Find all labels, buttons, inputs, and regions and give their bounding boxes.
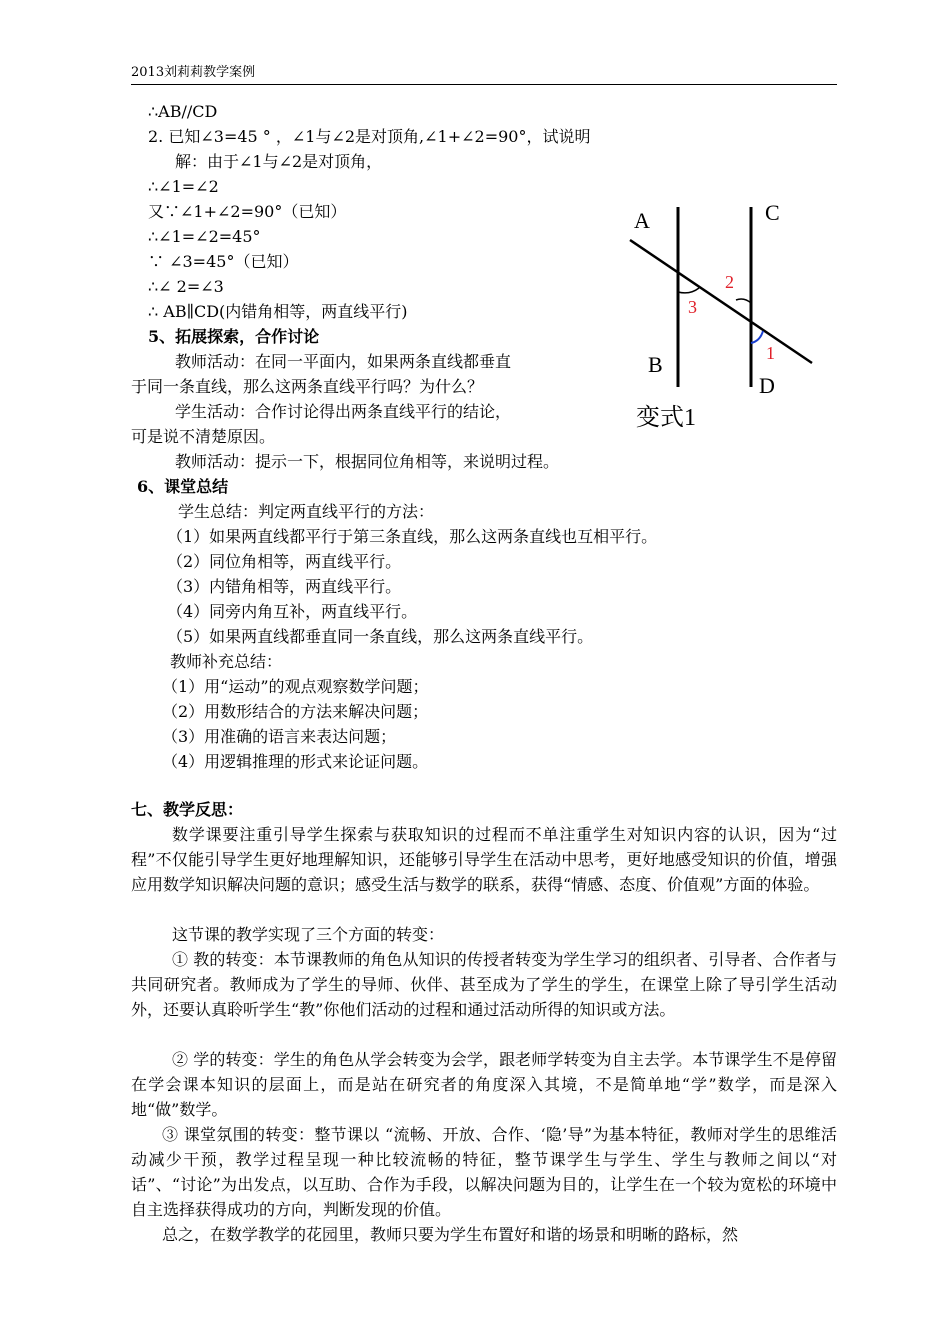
angle-3-label: 3 bbox=[688, 297, 697, 317]
transversal-line bbox=[630, 240, 812, 363]
figure-caption: 变式1 bbox=[636, 405, 696, 431]
reflection-paragraph-3: ① 教的转变：本节课教师的角色从知识的传授者转变为学生学习的组织者、引导者、合作者与共同研究者。教师成为了学生的导师、伙伴、甚至成为了学生的学生，在课堂上除了导引学生活动外，还要认真聆听学生“教”你他们活动的过程和通过活动所得的知识或方法。 bbox=[131, 950, 837, 1019]
section-7-title: 七、教学反思： bbox=[131, 800, 244, 819]
proof-line: ∴∠ 2=∠3 bbox=[148, 277, 224, 296]
teacher-summary-intro: 教师补充总结： bbox=[170, 652, 283, 671]
method-item: （2）同位角相等，两直线平行。 bbox=[167, 552, 402, 571]
proof-line: ∴∠1=∠2 bbox=[148, 177, 219, 196]
method-item: （5）如果两直线都垂直同一条直线，那么这两条直线平行。 bbox=[167, 627, 594, 646]
teacher-activity-1-cont: 于同一条直线，那么这两条直线平行吗？为什么？ bbox=[131, 377, 484, 396]
page-header bbox=[131, 58, 837, 85]
proof-line: 解：由于∠1与∠2是对顶角， bbox=[175, 152, 383, 171]
teacher-summary-item: （1）用“运动”的观点观察数学问题； bbox=[162, 677, 429, 696]
teacher-summary-item: （3）用准确的语言来表达问题； bbox=[162, 727, 397, 746]
reflection-paragraph-4: ② 学的转变：学生的角色从学会转变为会学，跟老师学转变为自主去学。本节课学生不是停留在学会课本知识的层面上，而是站在研究者的角度深入其境，不是简单地“学”数学，而是深入地“做”数学。 bbox=[131, 1050, 837, 1119]
label-a: A bbox=[634, 208, 650, 233]
proof-line: ∵ ∠3=45°（已知） bbox=[148, 252, 299, 271]
student-activity: 学生活动：合作讨论得出两条直线平行的结论， bbox=[175, 402, 512, 421]
teacher-activity-1: 教师活动：在同一平面内，如果两条直线都垂直 bbox=[175, 352, 512, 371]
angle-2-label: 2 bbox=[725, 272, 734, 292]
student-summary-intro: 学生总结：判定两直线平行的方法： bbox=[178, 502, 435, 521]
reflection-paragraph-5: ③ 课堂氛围的转变：整节课以 “流畅、开放、合作、‘隐’导”为基本特征，教师对学生的思维活动减少干预，教学过程呈现一种比较流畅的特征，整节课学生与学生、学生与教师之间以“对话”、“讨论”为出发点，以互助、合作为手段，以解决问题为目的，让学生在一个较为宽松的环境中自主选择获得成功的方向，判断发现的价值。 bbox=[131, 1125, 837, 1219]
teacher-summary-item: （4）用逻辑推理的形式来论证问题。 bbox=[162, 752, 429, 771]
parallel-lines-figure bbox=[620, 195, 820, 435]
label-b: B bbox=[648, 352, 663, 377]
angle-1-label: 1 bbox=[766, 343, 775, 363]
angle-1-arc bbox=[751, 331, 763, 343]
reflection-paragraph-6: 总之，在数学教学的花园里，教师只要为学生布置好和谐的场景和明晰的路标，然 bbox=[162, 1225, 739, 1244]
method-item: （4）同旁内角互补，两直线平行。 bbox=[167, 602, 418, 621]
student-activity-cont: 可是说不清楚原因。 bbox=[131, 427, 276, 446]
proof-line: ∴AB//CD bbox=[148, 102, 218, 121]
header-text: 2013刘莉莉教学案例 bbox=[131, 65, 256, 80]
reflection-paragraph-1: 数学课要注重引导学生探索与获取知识的过程而不单注重学生对知识内容的认识，因为“过程”不仅能引导学生更好地理解知识，还能够引导学生在活动中思考，更好地感受知识的价值，增强应用数学知识解决问题的意识；感受生活与数学的联系，获得“情感、态度、价值观”方面的体验。 bbox=[131, 825, 837, 894]
teacher-summary-item: （2）用数形结合的方法来解决问题； bbox=[162, 702, 429, 721]
reflection-paragraph-2: 这节课的教学实现了三个方面的转变： bbox=[172, 925, 445, 944]
angle-2-arc bbox=[736, 299, 751, 303]
label-c: C bbox=[765, 200, 780, 225]
label-d: D bbox=[759, 373, 775, 398]
proof-line: 又∵∠1+∠2=90°（已知） bbox=[148, 202, 347, 221]
proof-conclusion: ∴ AB∥CD(内错角相等，两直线平行) bbox=[148, 302, 408, 321]
method-item: （3）内错角相等，两直线平行。 bbox=[167, 577, 402, 596]
angle-3-arc bbox=[678, 288, 699, 293]
section-6-title: 6、课堂总结 bbox=[137, 477, 229, 496]
proof-line: ∴∠1=∠2=45° bbox=[148, 227, 261, 246]
section-5-title: 5、拓展探索，合作讨论 bbox=[148, 327, 320, 346]
teacher-activity-2: 教师活动：提示一下，根据同位角相等，来说明过程。 bbox=[175, 452, 560, 471]
figure-svg bbox=[620, 195, 820, 435]
problem-2-statement: 2. 已知∠3=45 ° ，∠1与∠2是对顶角,∠1+∠2=90°，试说明 bbox=[148, 127, 591, 146]
method-item: （1）如果两直线都平行于第三条直线，那么这两条直线也互相平行。 bbox=[167, 527, 658, 546]
